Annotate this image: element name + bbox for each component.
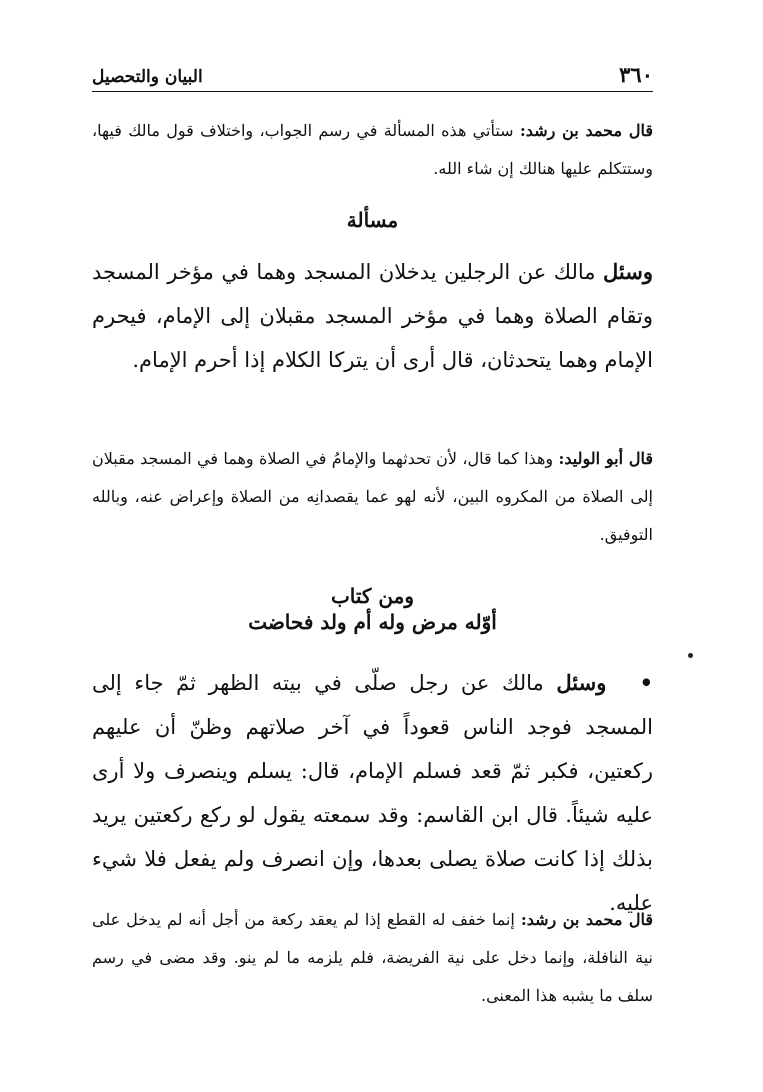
paragraph-lead: وسئل [603, 259, 653, 284]
paragraph-text: مالك عن رجل صلّى في بيته الظهر ثمّ جاء إلى المسجد فوجد الناس قعوداً في آخر صلاتهم وظنّ أن عليهم ركعتين، فكبر ثمّ قعد فسلم الإمام، قال: يسلم وينصرف ولا أرى عليه شيئاً. قال ابن القاسم: وقد سمعته يقول لو ركع ركعتين يريد بذلك إذا كانت صلاة يصلى بعدها، وإن انصرف ولم يفعل فلا شيء عليه. [92, 671, 653, 915]
chapter-title-block [92, 573, 653, 651]
paragraph-lead: قال محمد بن رشد: [519, 121, 654, 140]
running-title: البيان والتحصيل [92, 67, 203, 87]
question-paragraph-1 [92, 250, 653, 440]
paragraph-text: إنما خفف له القطع إذا لم يعقد ركعة من أجل أنه لم يدخل على نية النافلة، وإنما دخل على نية الفريضة، فلم يلزمه ما لم ينو. وقد مضى في رسم سلف ما يشبه هذا المعنى. [92, 910, 653, 1005]
paragraph-lead: قال محمد بن رشد: [520, 910, 653, 929]
page-number: ٣٦٠ [619, 62, 653, 87]
paragraph-text: وهذا كما قال، لأن تحدثهما والإمامُ في الصلاة وهما في المسجد مقبلان إلى الصلاة من المكروه البين، لأنه لهو عما يقصدانِه من الصلاة وإعراض عنه، وبالله التوفيق. [92, 449, 653, 544]
page-header [92, 58, 653, 92]
chapter-title-line-2: أوّله مرض وله أم ولد فحاضت [248, 610, 497, 634]
commentary-paragraph-2 [92, 440, 653, 573]
paragraph-lead: وسئل [556, 670, 607, 695]
commentary-paragraph-1 [92, 112, 653, 200]
paragraph-text: ستأتي هذه المسألة في رسم الجواب، واختلاف قول مالك فيها، وستتكلم عليها هنالك إن شاء الله. [92, 121, 653, 178]
paragraph-lead: قال أبو الوليد: [558, 449, 654, 468]
section-heading-masala: مسألة [346, 208, 399, 232]
chapter-title-line-1: ومن كتاب [330, 584, 415, 608]
page-content [92, 112, 653, 1021]
bullet-marker: • [639, 670, 653, 695]
commentary-paragraph-3 [92, 901, 653, 1021]
ink-speck [688, 653, 693, 658]
question-paragraph-2 [92, 651, 653, 915]
paragraph-text: مالك عن الرجلين يدخلان المسجد وهما في مؤخر المسجد وتقام الصلاة وهما في مؤخر المسجد مقبلان إلى الإمام، فيحرم الإمام وهما يتحدثان، قال أرى أن يتركا الكلام إذا أحرم الإمام. [92, 260, 653, 372]
